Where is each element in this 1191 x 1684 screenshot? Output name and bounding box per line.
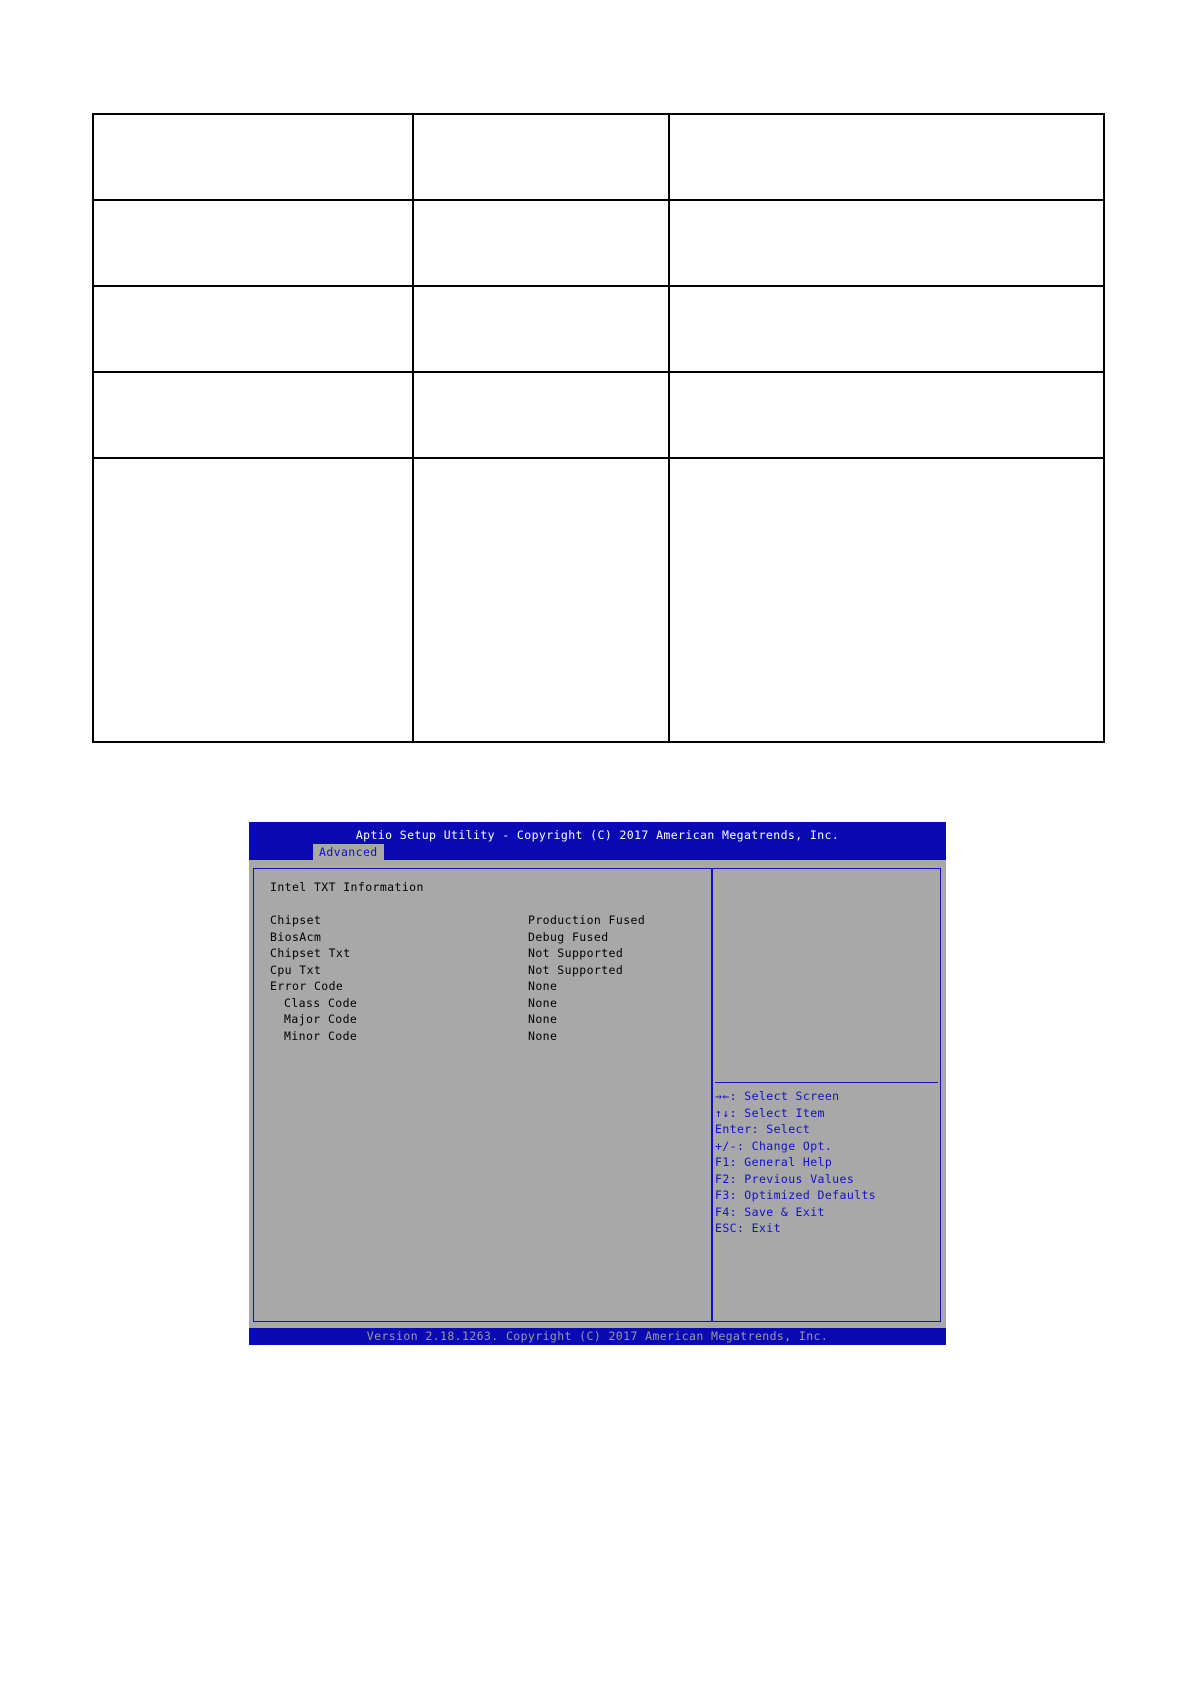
setting-row-cpu-txt	[270, 962, 690, 978]
setting-row-class-code	[270, 995, 690, 1011]
setting-label: Cpu Txt	[270, 962, 322, 977]
setting-label: Class Code	[284, 995, 358, 1010]
table-cell	[413, 200, 669, 286]
help-previous-values: F2: Previous Values	[715, 1171, 855, 1186]
setting-label: Major Code	[284, 1012, 358, 1026]
table-cell	[413, 286, 669, 372]
setting-value: Not Supported	[528, 946, 624, 960]
bios-screenshot	[249, 822, 946, 1345]
setting-row-minor-code	[270, 1028, 690, 1044]
setting-label: Error Code	[270, 979, 344, 993]
setting-label: Chipset Txt	[270, 946, 351, 960]
setting-value: Production Fused	[528, 913, 646, 927]
table-cell	[669, 458, 1104, 742]
table-row	[93, 114, 1104, 200]
help-select-item: ↑↓: Select Item	[715, 1105, 825, 1120]
setting-row-chipset-txt	[270, 945, 690, 961]
bios-divider-vertical	[711, 868, 713, 1322]
table-row	[93, 372, 1104, 458]
help-change-opt: +/-: Change Opt.	[715, 1138, 833, 1153]
setting-row-biosacm	[270, 929, 690, 945]
table-cell	[669, 114, 1104, 200]
bios-main-panel	[249, 860, 946, 1328]
setting-value: None	[528, 979, 558, 993]
table-cell	[93, 458, 413, 742]
table-row	[93, 458, 1104, 742]
setting-value: None	[528, 1012, 558, 1026]
setting-value: None	[528, 995, 558, 1010]
setting-label: Minor Code	[284, 1028, 358, 1043]
help-enter-select: Enter: Select	[715, 1122, 811, 1136]
table-cell	[93, 372, 413, 458]
table-row	[93, 286, 1104, 372]
help-optimized-defaults: F3: Optimized Defaults	[715, 1188, 877, 1202]
table-cell	[669, 200, 1104, 286]
setting-label: BiosAcm	[270, 929, 322, 944]
tab-advanced[interactable]: Advanced	[313, 844, 384, 860]
setting-row-error-code	[270, 978, 690, 994]
document-table	[92, 113, 1105, 743]
table-cell	[93, 114, 413, 200]
setting-label: Chipset	[270, 913, 322, 927]
help-esc-exit: ESC: Exit	[715, 1221, 781, 1235]
setting-row-major-code	[270, 1011, 690, 1027]
table-cell	[669, 286, 1104, 372]
table-cell	[413, 114, 669, 200]
table-cell	[93, 200, 413, 286]
setting-value: None	[528, 1028, 558, 1043]
table-row	[93, 200, 1104, 286]
setting-row-chipset	[270, 912, 690, 928]
help-save-exit: F4: Save & Exit	[715, 1204, 825, 1219]
setting-value: Not Supported	[528, 962, 624, 977]
setting-value: Debug Fused	[528, 929, 609, 944]
help-select-screen: →←: Select Screen	[715, 1089, 840, 1103]
table-cell	[93, 286, 413, 372]
table-cell	[413, 372, 669, 458]
bios-title: Aptio Setup Utility - Copyright (C) 2017 American Megatrends, Inc.	[355, 828, 840, 842]
help-general-help: F1: General Help	[715, 1155, 833, 1169]
bios-divider-horizontal	[715, 1082, 938, 1083]
section-title: Intel TXT Information	[270, 880, 424, 894]
table-cell	[669, 372, 1104, 458]
bios-footer: Version 2.18.1263. Copyright (C) 2017 American Megatrends, Inc.	[249, 1328, 946, 1345]
table-cell	[413, 458, 669, 742]
